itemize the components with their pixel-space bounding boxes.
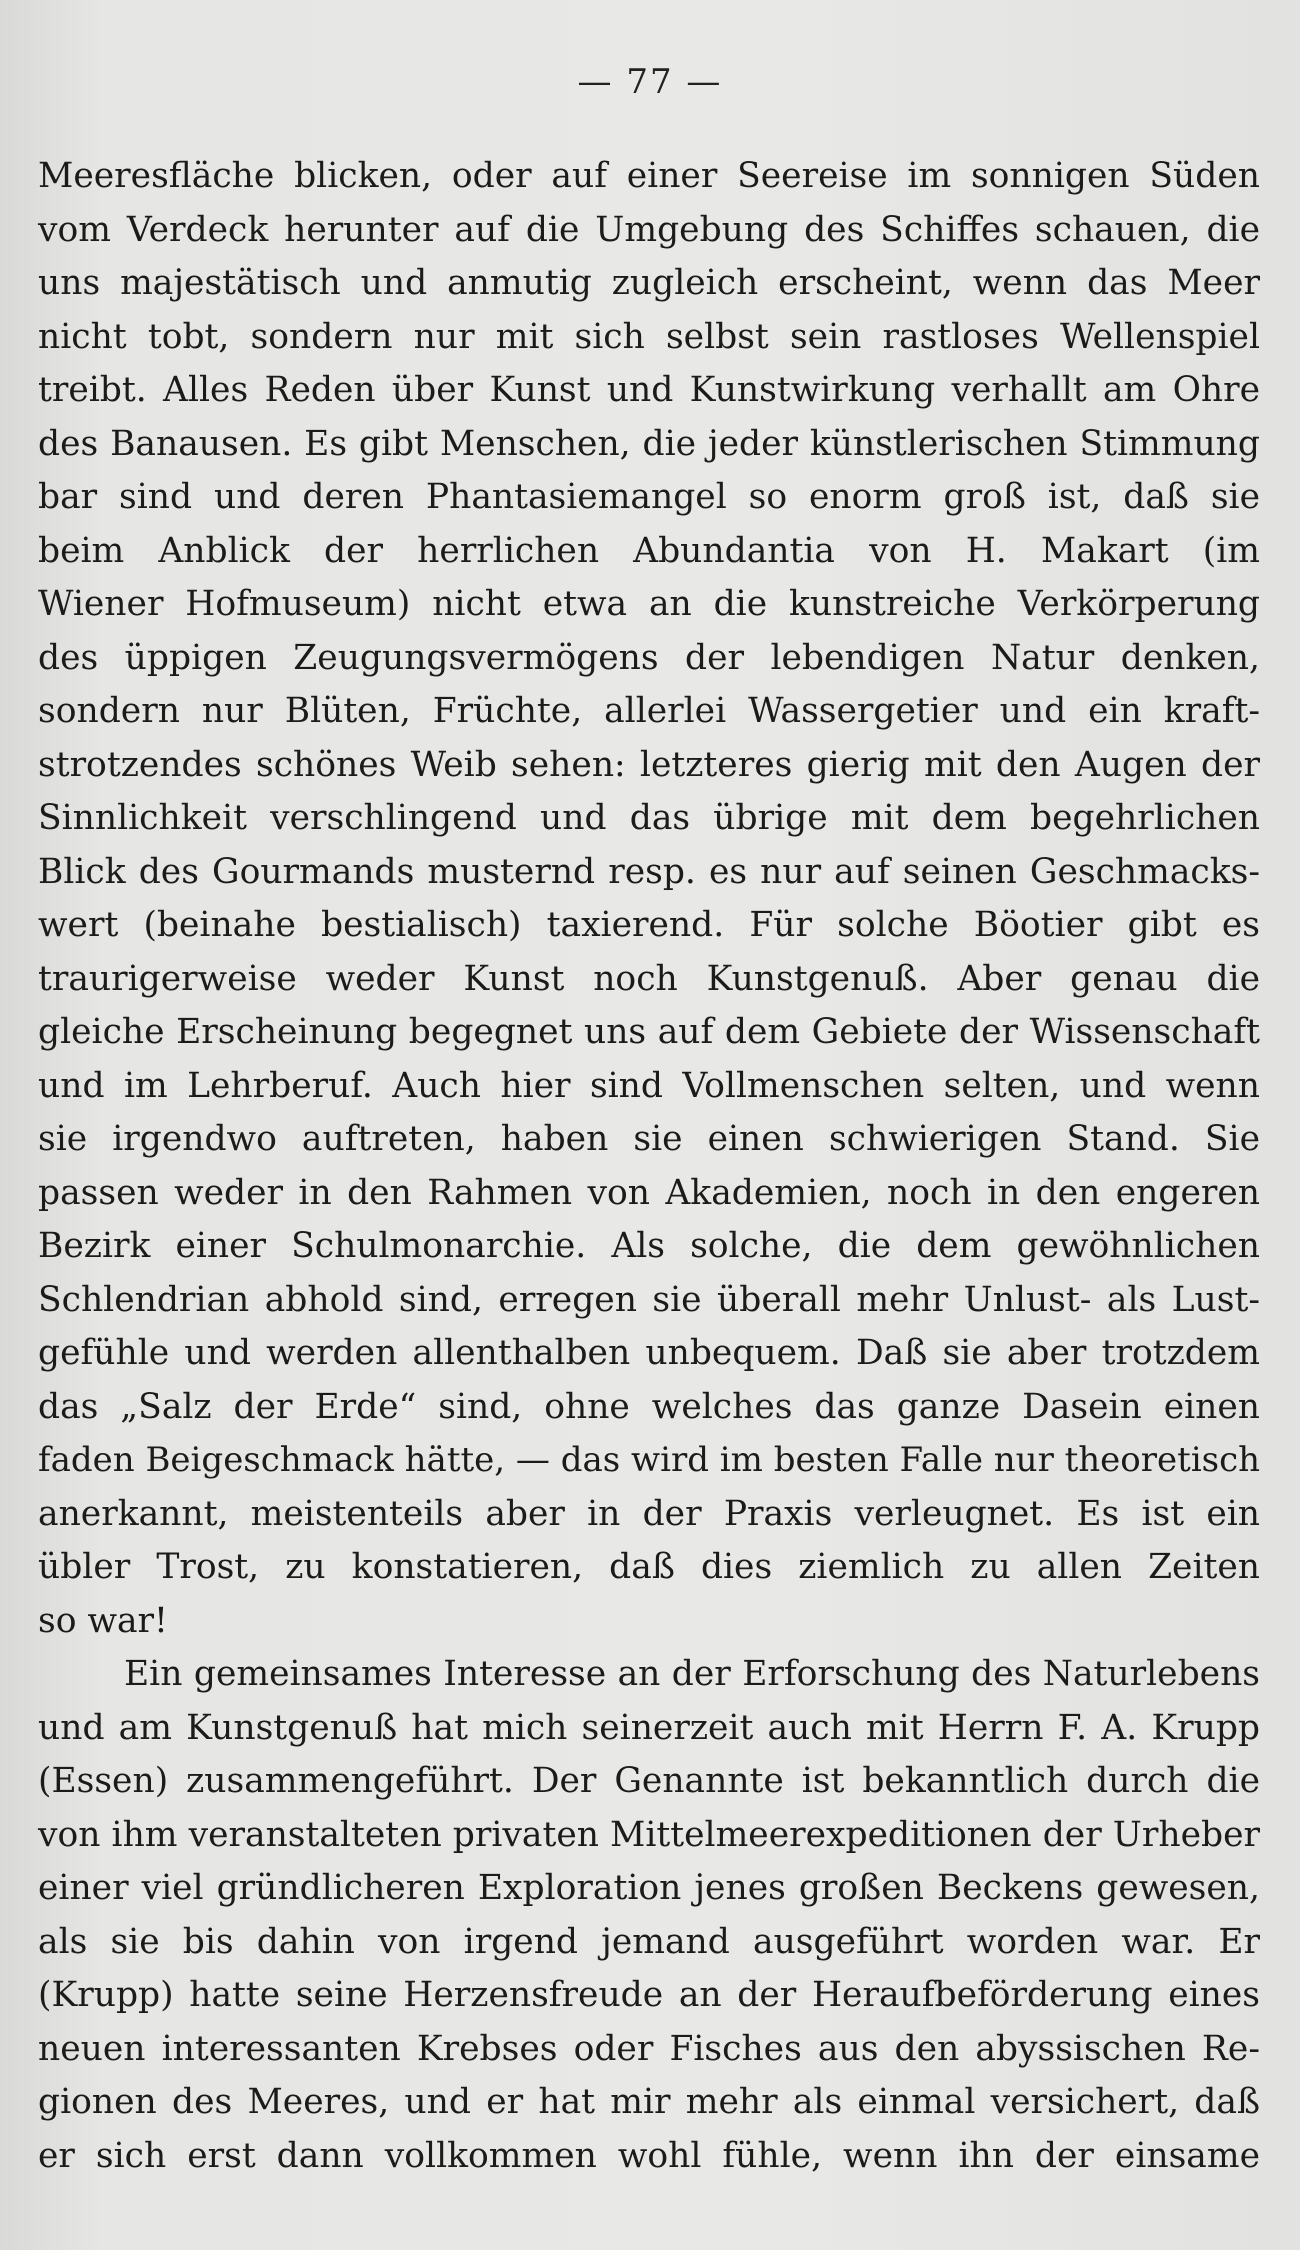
text-line: gleiche Erscheinung begegnet uns auf dem Gebiete der Wissenschaft xyxy=(38,1012,1260,1052)
text-line: anerkannt, meistenteils aber in der Praxis verleugnet. Es ist ein xyxy=(38,1493,1260,1534)
text-line: vom Verdeck herunter auf die Umgebung des Schiffes schauen, die xyxy=(38,209,1260,250)
text-line: Meeresfläche blicken, oder auf einer Seereise im sonnigen Süden xyxy=(38,156,1260,196)
text-line: nicht tobt, sondern nur mit sich selbst sein rastloses Wellenspiel xyxy=(38,316,1260,357)
text-line: (Krupp) hatte seine Herzensfreude an der Heraufbeförderung eines xyxy=(38,1975,1260,2015)
text-line: passen weder in den Rahmen von Akademien, noch in den engeren xyxy=(38,1172,1260,1213)
text-line: übler Trost, zu konstatieren, daß dies ziemlich zu allen Zeiten xyxy=(38,1547,1260,1587)
text-line: Wiener Hofmuseum) nicht etwa an die kunstreiche Verkörperung xyxy=(38,584,1260,624)
paragraph xyxy=(38,1648,1260,2183)
text-line: traurigerweise weder Kunst noch Kunstgenuß. Aber genau die xyxy=(38,958,1260,999)
text-line: einer viel gründlicheren Exploration jenes großen Beckens gewesen, xyxy=(38,1868,1260,1908)
text-line: faden Beigeschmack hätte, — das wird im besten Falle nur theoretisch xyxy=(38,1440,1261,1480)
text-line: und im Lehrberuf. Auch hier sind Vollmenschen selten, und wenn xyxy=(38,1065,1260,1106)
text-line: das „Salz der Erde“ sind, ohne welches das ganze Dasein einen xyxy=(38,1386,1260,1427)
text-line: beim Anblick der herrlichen Abundantia von H. Makart (im xyxy=(38,530,1260,571)
text-line: Blick des Gourmands musternd resp. es nur auf seinen Geschmacks- xyxy=(38,851,1260,892)
text-line: des üppigen Zeugungsvermögens der lebendigen Natur denken, xyxy=(38,637,1260,678)
text-line: uns majestätisch und anmutig zugleich erscheint, wenn das Meer xyxy=(38,263,1260,303)
text-line: (Essen) zusammengeführt. Der Genannte ist bekanntlich durch die xyxy=(38,1761,1260,1801)
text-line: strotzendes schönes Weib sehen: letzteres gierig mit den Augen der xyxy=(38,744,1260,785)
text-line: neuen interessanten Krebses oder Fisches aus den abyssischen Re- xyxy=(38,2028,1260,2069)
text-line: sondern nur Blüten, Früchte, allerlei Wassergetier und ein kraft- xyxy=(38,691,1260,731)
text-line: von ihm veranstalteten privaten Mittelmeerexpeditionen der Urheber xyxy=(38,1814,1260,1855)
text-line: gionen des Meeres, und er hat mir mehr als einmal versichert, daß xyxy=(38,2082,1260,2122)
text-line: gefühle und werden allenthalben unbequem. Daß sie aber trotzdem xyxy=(38,1333,1260,1373)
text-line: sie irgendwo auftreten, haben sie einen schwierigen Stand. Sie xyxy=(38,1119,1260,1159)
text-line: er sich erst dann vollkommen wohl fühle, wenn ihn der einsame xyxy=(38,2135,1260,2176)
text-line: treibt. Alles Reden über Kunst und Kunstwirkung verhallt am Ohre xyxy=(38,370,1260,410)
page-number: — 77 — xyxy=(577,62,723,102)
paragraph xyxy=(38,150,1260,1648)
text-line: und am Kunstgenuß hat mich seinerzeit auch mit Herrn F. A. Krupp xyxy=(38,1707,1260,1748)
text-line: als sie bis dahin von irgend jemand ausgeführt worden war. Er xyxy=(38,1921,1260,1962)
body-text xyxy=(38,150,1260,2183)
text-line: des Banausen. Es gibt Menschen, die jeder künstlerischen Stimmung xyxy=(38,423,1260,464)
text-line: Bezirk einer Schulmonarchie. Als solche, die dem gewöhnlichen xyxy=(38,1226,1260,1266)
text-line: Schlendrian abhold sind, erregen sie überall mehr Unlust- als Lust- xyxy=(38,1279,1260,1320)
text-line: Ein gemeinsames Interesse an der Erforschung des Naturlebens xyxy=(124,1654,1260,1694)
text-line: Sinnlichkeit verschlingend und das übrige mit dem begehrlichen xyxy=(38,798,1260,838)
text-line: bar sind und deren Phantasiemangel so enorm groß ist, daß sie xyxy=(38,477,1260,517)
text-line: so war! xyxy=(38,1600,168,1641)
text-line: wert (beinahe bestialisch) taxierend. Für solche Böotier gibt es xyxy=(38,905,1260,945)
